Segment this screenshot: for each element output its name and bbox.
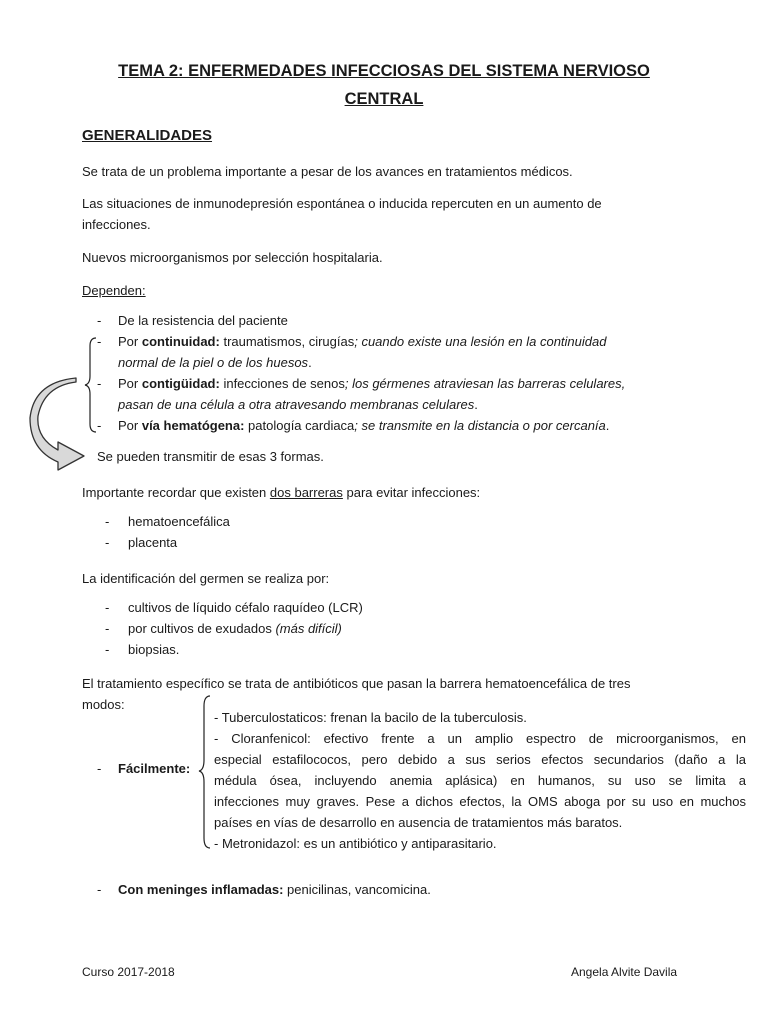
- tratamiento-paragraph-a: El tratamiento específico se trata de antibióticos que pasan la barrera hematoencefálica de tres: [82, 676, 631, 691]
- list-dash: -: [97, 313, 102, 328]
- italic-note: ; los gérmenes atraviesan las barreras celulares,: [344, 376, 626, 391]
- list-dash: -: [105, 621, 110, 636]
- tratamiento-paragraph-b: modos:: [82, 697, 125, 712]
- text-span: Por: [118, 334, 142, 349]
- list-dash: -: [97, 882, 102, 897]
- italic-note: (más difícil): [275, 621, 342, 636]
- bold-term: continuidad:: [141, 334, 220, 349]
- paragraph-3: Nuevos microorganismos por selección hospitalaria.: [82, 250, 383, 265]
- list-dash: -: [105, 600, 110, 615]
- dep-item-2: [118, 334, 606, 349]
- text-span: Importante recordar que existen: [82, 485, 270, 500]
- ident-item-3: biopsias.: [128, 642, 180, 657]
- ident-item-1: cultivos de líquido céfalo raquídeo (LCR): [128, 600, 363, 615]
- meninges-item: [118, 882, 431, 897]
- fac-line-4: médula ósea, incluyendo anemia aplásica) en humanos, su uso se limita a: [214, 773, 746, 788]
- barreras-paragraph: [82, 482, 682, 503]
- left-brace-icon: [198, 694, 212, 850]
- list-dash: -: [97, 418, 102, 433]
- list-dash: -: [97, 761, 102, 776]
- identificacion-paragraph: La identificación del germen se realiza por:: [82, 571, 330, 586]
- ident-item-2: [128, 621, 342, 636]
- fac-line-7: - Metronidazol: es un antibiótico y antiparasitario.: [214, 836, 497, 851]
- section-heading: GENERALIDADES: [82, 127, 213, 144]
- dependen-label: Dependen:: [82, 283, 146, 298]
- bold-term: contigüidad:: [141, 376, 220, 391]
- text-span: por cultivos de exudados: [128, 621, 276, 636]
- bold-term: vía hematógena:: [141, 418, 245, 433]
- paragraph-1: Se trata de un problema importante a pesar de los avances en tratamientos médicos.: [82, 164, 573, 179]
- curved-arrow-icon: [28, 376, 90, 472]
- italic-note: normal de la piel o de los huesos: [118, 355, 309, 370]
- list-dash: -: [105, 642, 110, 657]
- dep-item-1: De la resistencia del paciente: [118, 313, 288, 328]
- text-span: para evitar infecciones:: [342, 485, 481, 500]
- page-title-line1: TEMA 2: ENFERMEDADES INFECCIOSAS DEL SISTEMA NERVIOSO: [118, 62, 650, 80]
- fac-line-5: infecciones muy graves. Pese a dichos efectos, la OMS aboga por su uso en muchos: [214, 794, 746, 809]
- dep-item-3-cont: [118, 397, 478, 412]
- facilmente-list: [214, 707, 746, 854]
- text-span: Por: [118, 418, 142, 433]
- text-span: patología cardiaca: [244, 418, 355, 433]
- list-dash: -: [105, 535, 110, 550]
- period: .: [605, 418, 610, 433]
- page-title-line2: CENTRAL: [344, 90, 424, 108]
- footer-course: Curso 2017-2018: [82, 965, 175, 979]
- text-span: infecciones de senos: [219, 376, 345, 391]
- list-dash: -: [97, 376, 102, 391]
- period: .: [308, 355, 312, 370]
- paragraph-2b: infecciones.: [82, 217, 151, 232]
- italic-note: pasan de una célula a otra atravesando membranas celulares: [118, 397, 475, 412]
- dep-item-2-cont: [118, 355, 312, 370]
- italic-note: ; se transmite en la distancia o por cercanía: [354, 418, 606, 433]
- list-dash: -: [105, 514, 110, 529]
- facilmente-label: Fácilmente:: [118, 761, 191, 776]
- fac-line-1: - Tuberculostaticos: frenan la bacilo de la tuberculosis.: [214, 710, 527, 725]
- barrera-item-1: hematoencefálica: [128, 514, 230, 529]
- list-dash: -: [97, 334, 102, 349]
- text-span: traumatismos, cirugías: [219, 334, 355, 349]
- fac-line-6: países en vías de desarrollo en ausencia de tratamientos más baratos.: [214, 815, 623, 830]
- fac-line-2: - Cloranfenicol: efectivo frente a un amplio espectro de microorganismos, en: [214, 731, 746, 746]
- tres-formas-text: Se pueden transmitir de esas 3 formas.: [97, 449, 324, 464]
- barrera-item-2: placenta: [128, 535, 178, 550]
- footer-author: Angela Alvite Davila: [571, 965, 678, 979]
- dep-item-3: [118, 376, 625, 391]
- bold-term: Con meninges inflamadas:: [118, 882, 284, 897]
- italic-note: ; cuando existe una lesión en la continuidad: [354, 334, 607, 349]
- dep-item-4: [118, 418, 609, 433]
- underlined-term: dos barreras: [269, 485, 343, 500]
- fac-line-3: especial estafilococos, pero debido a sus serios efectos secundarios (daño a la: [214, 752, 746, 767]
- text-span: Por: [118, 376, 142, 391]
- paragraph-2a: Las situaciones de inmunodepresión espontánea o inducida repercuten en un aumento de: [82, 196, 602, 211]
- period: .: [474, 397, 478, 412]
- text-span: penicilinas, vancomicina.: [283, 882, 431, 897]
